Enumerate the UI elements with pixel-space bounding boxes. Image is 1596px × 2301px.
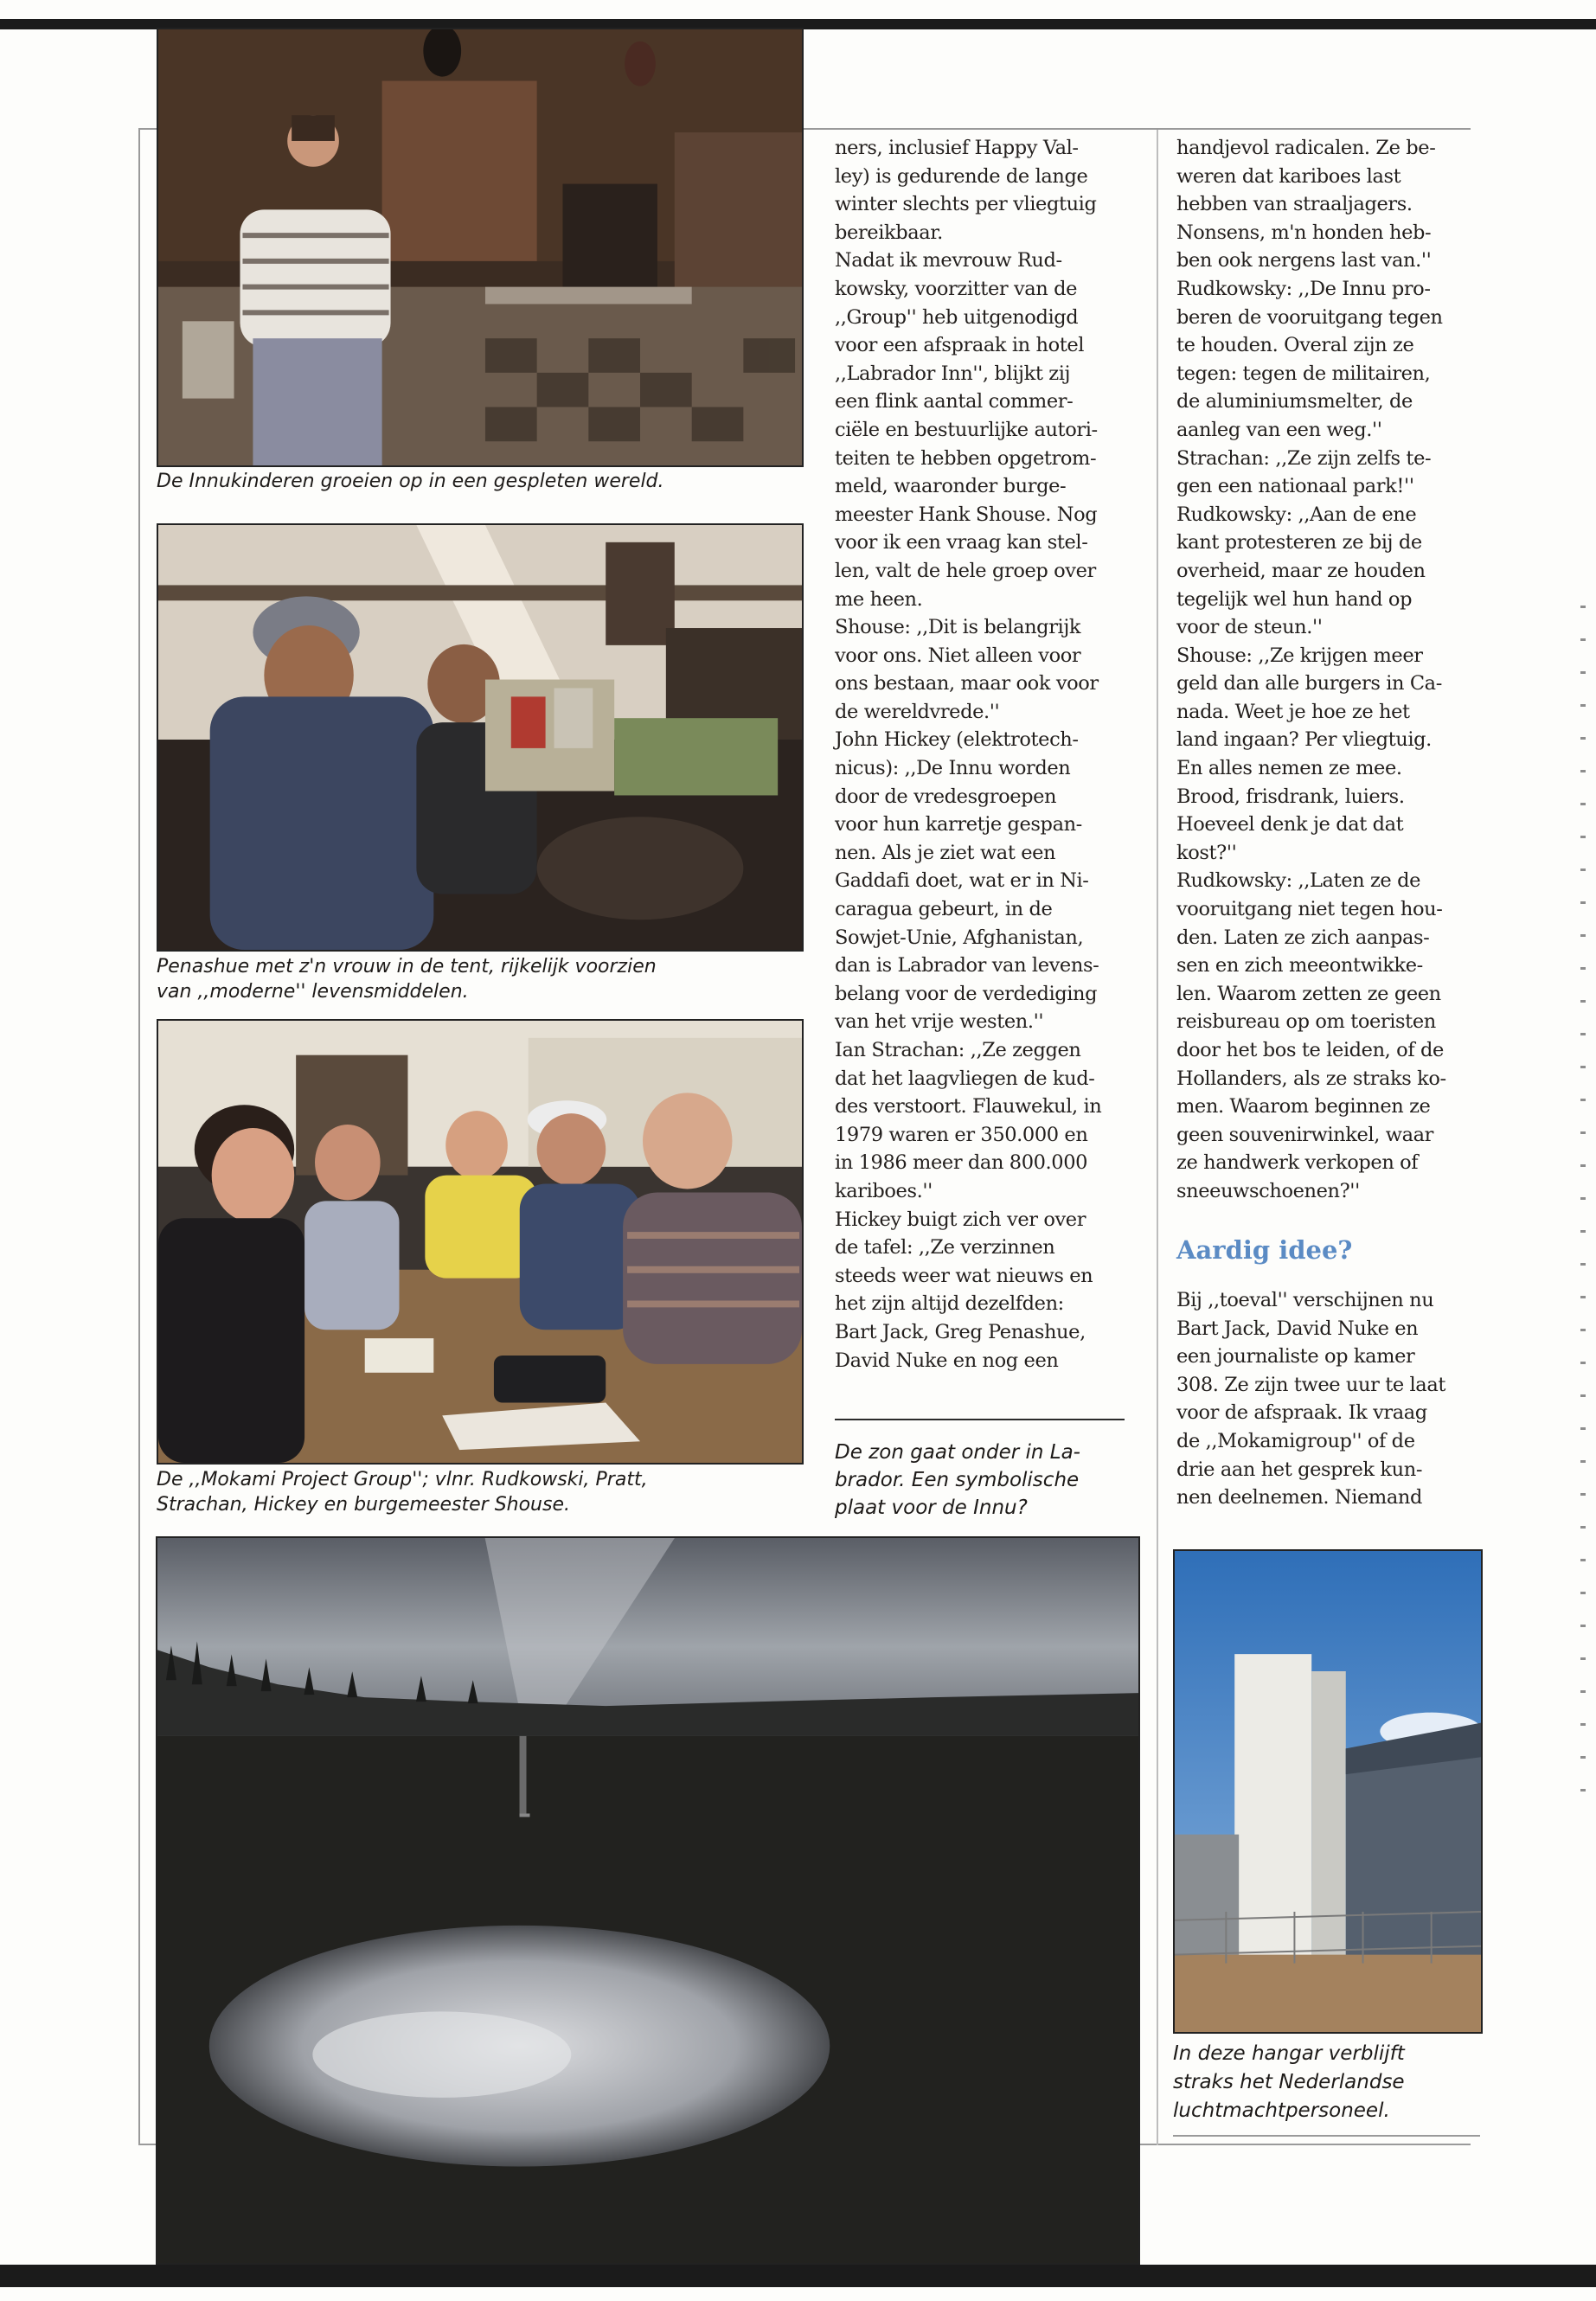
column-divider [1157,130,1158,2145]
text-line: Shouse: ,,Ze krijgen meer [1176,644,1423,667]
text-line: Nadat ik mevrouw Rud- [835,249,1062,272]
text-line: de tafel: ,,Ze verzinnen [835,1236,1055,1259]
text-line: men. Waarom beginnen ze [1176,1095,1431,1118]
text-line: Strachan: ,,Ze zijn zelfs te- [1176,446,1432,470]
text-line: kariboes.'' [835,1179,933,1202]
text-line: nicus): ,,De Innu worden [835,757,1071,780]
text-line: dan is Labrador van levens- [835,954,1099,977]
text-line: dat het laagvliegen de kud- [835,1067,1095,1090]
text-line: Rudkowsky: ,,De Innu pro- [1176,277,1431,300]
caption-sunset-line2: brador. Een symbolische [835,1469,1080,1491]
caption-mokami-line2: Strachan, Hickey en burgemeester Shouse. [157,1494,570,1516]
text-line: tegelijk wel hun hand op [1176,587,1413,611]
text-line: caragua gebeurt, in de [835,898,1053,921]
article-column-right [1176,134,1479,1206]
text-line: geen souvenirwinkel, waar [1176,1123,1433,1146]
text-line: Bart Jack, David Nuke en [1176,1317,1419,1340]
text-line: nen. Als je ziet wat een [835,841,1056,864]
article-column-middle [835,134,1129,1375]
text-line: En alles nemen ze mee. [1176,757,1402,780]
caption-hangar-line3: luchtmachtpersoneel. [1173,2099,1390,2122]
text-line: de ,,Mokamigroup'' of de [1176,1429,1415,1452]
text-line: de wereldvrede.'' [835,700,1000,723]
caption-sunset-line1: De zon gaat onder in La- [835,1441,1080,1464]
caption-sunset [835,1439,1129,1522]
article-column-right-after [1176,1286,1479,1512]
text-line: Ian Strachan: ,,Ze zeggen [835,1039,1081,1061]
text-line: drie aan het gesprek kun- [1176,1458,1423,1481]
text-line: Bij ,,toeval'' verschijnen nu [1176,1289,1434,1311]
text-line: kowsky, voorzitter van de [835,277,1078,300]
text-line: kost?'' [1176,841,1237,864]
text-line: voor hun karretje gespan- [835,813,1082,836]
text-line: weren dat kariboes last [1176,164,1401,188]
photo-penashue-tent [157,523,804,952]
caption-mokami-line1: De ,,Mokami Project Group''; vlnr. Rudkowski, Pratt, [157,1469,648,1490]
text-line: kant protesteren ze bij de [1176,531,1422,554]
text-line: sneeuwschoenen?'' [1176,1179,1360,1202]
text-line: des verstoort. Flauwekul, in [835,1095,1102,1118]
caption-photo-penashue [157,954,804,1004]
text-line: winter slechts per vliegtuig [835,193,1097,216]
text-line: len, valt de hele groep over [835,559,1096,582]
text-line: Sowjet-Unie, Afghanistan, [835,926,1084,949]
photo-child-room [157,28,804,467]
text-line: voor de steun.'' [1176,616,1323,639]
text-line: geld dan alle burgers in Ca- [1176,672,1442,695]
text-line: voor de afspraak. Ik vraag [1176,1401,1427,1425]
text-line: handjevol radicalen. Ze be- [1176,137,1436,159]
text-line: tegen: tegen de militairen, [1176,362,1431,385]
rule-below-hangar-caption [1173,2135,1480,2137]
caption-penashue-line2: van ,,moderne'' levensmiddelen. [157,981,469,1003]
text-line: door de vredesgroepen [835,785,1057,808]
text-line: Brood, frisdrank, luiers. [1176,785,1405,808]
text-line: meld, waaronder burge- [835,475,1067,498]
text-line: een journaliste op kamer [1176,1345,1415,1368]
photo-hangar [1173,1549,1483,2034]
text-line: gen een nationaal park!'' [1176,475,1414,498]
text-line: overheid, maar ze houden [1176,559,1426,582]
text-line: meester Hank Shouse. Nog [835,503,1098,526]
bottom-bar [0,2265,1596,2287]
text-line: voor ons. Niet alleen voor [835,644,1081,667]
text-line: steeds weer wat nieuws en [835,1264,1093,1287]
text-line: bereikbaar. [835,221,943,244]
text-line: een flink aantal commer- [835,390,1074,413]
text-line: het zijn altijd dezelfden: [835,1292,1064,1316]
text-line: teiten te hebben opgetrom- [835,446,1097,470]
text-line: ons bestaan, maar ook voor [835,672,1099,695]
text-line: den. Laten ze zich aanpas- [1176,926,1430,949]
caption-photo-mokami [157,1467,804,1517]
text-line: ze handwerk verkopen of [1176,1151,1419,1175]
text-line: 308. Ze zijn twee uur te laat [1176,1373,1445,1396]
rule-above-sunset-caption [835,1419,1125,1420]
text-line: in 1986 meer dan 800.000 [835,1151,1088,1175]
text-line: de aluminiumsmelter, de [1176,390,1413,413]
text-line: nada. Weet je hoe ze het [1176,700,1410,723]
text-line: Hickey buigt zich ver over [835,1208,1086,1231]
text-line: belang voor de verdediging [835,982,1098,1005]
text-line: Nonsens, m'n honden heb- [1176,221,1432,244]
text-line: David Nuke en nog een [835,1349,1059,1372]
caption-hangar-line1: In deze hangar verblijft [1173,2042,1405,2065]
section-heading: Aardig idee? [1176,1235,1353,1265]
edge-marks [1580,606,1586,1817]
text-line: reisbureau op om toeristen [1176,1010,1436,1034]
text-line: Bart Jack, Greg Penashue, [835,1320,1086,1343]
text-line: beren de vooruitgang tegen [1176,305,1443,329]
text-line: Hoeveel denk je dat dat [1176,813,1404,836]
text-line: Rudkowsky: ,,Aan de ene [1176,503,1417,526]
text-line: van het vrije westen.'' [835,1010,1044,1034]
caption-sunset-line3: plaat voor de Innu? [835,1497,1028,1519]
text-line: ley) is gedurende de lange [835,164,1088,188]
text-line: Shouse: ,,Dit is belangrijk [835,616,1081,639]
text-line: sen en zich meeontwikke- [1176,954,1423,977]
text-line: land ingaan? Per vliegtuig. [1176,728,1432,752]
caption-hangar-line2: straks het Nederlandse [1173,2071,1405,2093]
photo-sunset-labrador [156,1536,1140,2265]
text-line: len. Waarom zetten ze geen [1176,982,1441,1005]
text-line: ,,Group'' heb uitgenodigd [835,305,1079,329]
text-line: me heen. [835,587,923,611]
text-line: aanleg van een weg.'' [1176,418,1382,441]
caption-penashue-line1: Penashue met z'n vrouw in de tent, rijkelijk voorzien [157,956,657,977]
text-line: ciële en bestuurlijke autori- [835,418,1098,441]
text-line: te houden. Overal zijn ze [1176,334,1414,357]
text-line: hebben van straaljagers. [1176,193,1413,216]
text-line: voor ik een vraag kan stel- [835,531,1088,554]
photo-mokami-group [157,1019,804,1465]
caption-hangar [1173,2040,1483,2125]
text-line: Gaddafi doet, wat er in Ni- [835,869,1089,893]
caption-photo-child: De Innukinderen groeien op in een gespleten wereld. [157,471,664,492]
text-line: John Hickey (elektrotech- [835,728,1079,752]
text-line: door het bos te leiden, of de [1176,1039,1444,1061]
text-line: vooruitgang niet tegen hou- [1176,898,1443,921]
text-line: ,,Labrador Inn'', blijkt zij [835,362,1071,385]
text-line: voor een afspraak in hotel [835,334,1085,357]
text-line: 1979 waren er 350.000 en [835,1123,1088,1146]
frame-line-left [138,128,140,2144]
text-line: Rudkowsky: ,,Laten ze de [1176,869,1420,893]
text-line: Hollanders, als ze straks ko- [1176,1067,1446,1090]
text-line: ben ook nergens last van.'' [1176,249,1432,272]
text-line: ners, inclusief Happy Val- [835,137,1079,159]
text-line: nen deelnemen. Niemand [1176,1486,1422,1509]
